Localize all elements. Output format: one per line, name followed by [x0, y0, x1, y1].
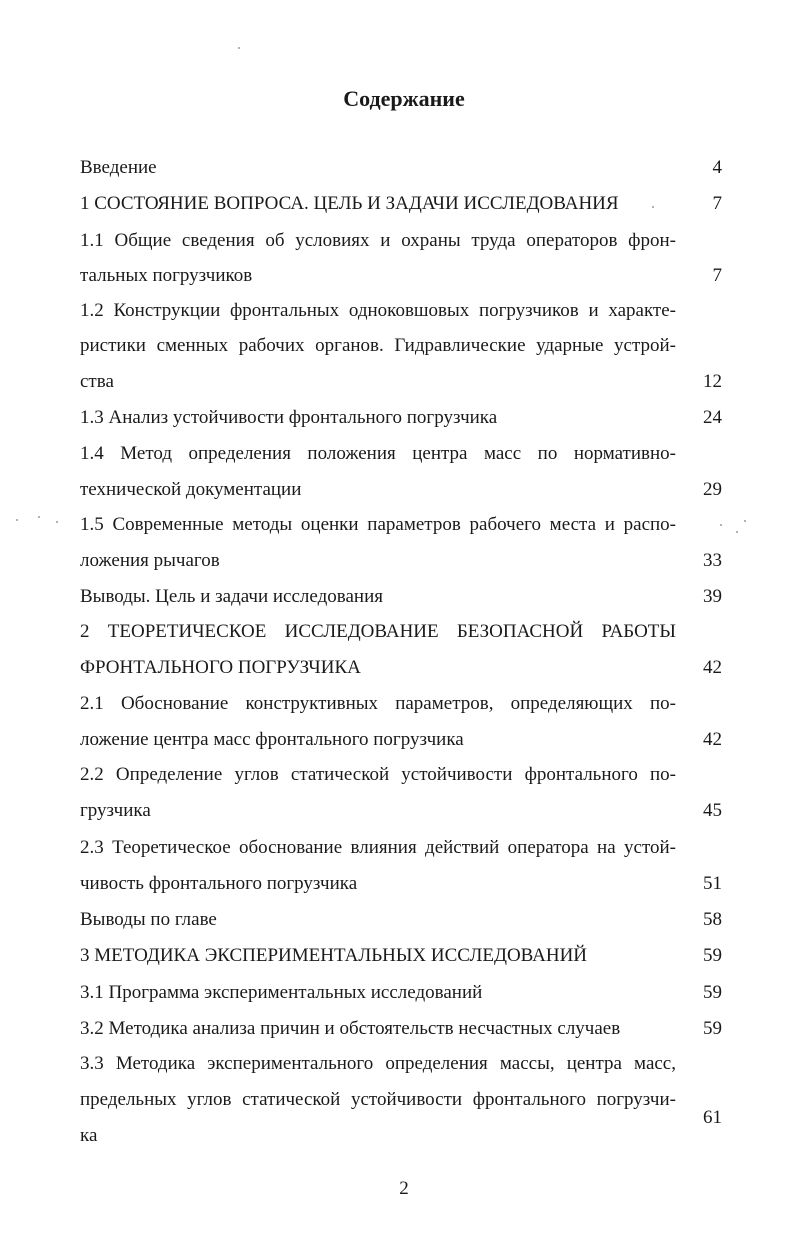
toc-page-number: 58 — [703, 909, 722, 930]
toc-page-number: 39 — [703, 586, 722, 607]
toc-page-number: 45 — [703, 800, 722, 821]
toc-entry-text: чивость фронтального погрузчика — [80, 873, 358, 894]
toc-entry-text: 3.3 Методика экспериментального определения массы, центра масс, — [80, 1053, 676, 1074]
toc-page-number: 42 — [703, 729, 722, 750]
toc-entry-text: 2.3 Теоретическое обоснование влияния действий оператора на устой- — [80, 837, 676, 858]
toc-entry-text: 3.1 Программа экспериментальных исследований — [80, 982, 483, 1003]
scan-speck — [16, 519, 18, 521]
toc-entry-text: 1.3 Анализ устойчивости фронтального погрузчика — [80, 407, 498, 428]
toc-page-number: 33 — [703, 550, 722, 571]
scan-speck — [56, 521, 58, 523]
toc-entry-text: 2.2 Определение углов статической устойчивости фронтального по- — [80, 764, 676, 785]
toc-page-number: 7 — [712, 193, 722, 214]
toc-entry-text: 1.5 Современные методы оценки параметров рабочего места и распо- — [80, 514, 676, 535]
scan-speck — [720, 524, 722, 526]
toc-page-number: 59 — [703, 945, 722, 966]
toc-page-number: 42 — [703, 657, 722, 678]
toc-page-number: 4 — [712, 157, 722, 178]
scan-speck — [238, 47, 240, 49]
toc-entry-text: технической документации — [80, 479, 302, 500]
toc-page-number: 24 — [703, 407, 722, 428]
scan-speck — [38, 516, 40, 518]
toc-entry-text: 3 МЕТОДИКА ЭКСПЕРИМЕНТАЛЬНЫХ ИССЛЕДОВАНИЙ — [80, 945, 588, 966]
toc-entry-text: 1 СОСТОЯНИЕ ВОПРОСА. ЦЕЛЬ И ЗАДАЧИ ИССЛЕДОВАНИЯ — [80, 193, 619, 214]
scan-speck — [744, 520, 746, 522]
toc-entry-text: Введение — [80, 157, 157, 178]
page-title: Содержание — [343, 86, 465, 111]
toc-entry-text: ства — [80, 371, 114, 392]
toc-entry-text: 3.2 Методика анализа причин и обстоятельств несчастных случаев — [80, 1018, 621, 1039]
scan-speck — [736, 531, 738, 533]
toc-page-number: 7 — [712, 265, 722, 286]
toc-page-number: 29 — [703, 479, 722, 500]
toc-entry-text: ка — [80, 1125, 98, 1146]
toc-entry-text: ФРОНТАЛЬНОГО ПОГРУЗЧИКА — [80, 657, 361, 678]
toc-page-number: 59 — [703, 1018, 722, 1039]
toc-entry-text: грузчика — [80, 800, 151, 821]
toc-entry-text: Выводы. Цель и задачи исследования — [80, 586, 383, 607]
toc-entry-text: 1.4 Метод определения положения центра масс по нормативно- — [80, 443, 676, 464]
toc-entry-text: 1.1 Общие сведения об условиях и охраны труда операторов фрон- — [80, 230, 676, 251]
toc-entry-text: предельных углов статической устойчивости фронтального погрузчи- — [80, 1089, 676, 1110]
page-number: 2 — [399, 1178, 409, 1199]
toc-entry-text: Выводы по главе — [80, 909, 217, 930]
toc-entry-text: тальных погрузчиков — [80, 265, 253, 286]
toc-page-number: 12 — [703, 371, 722, 392]
toc-entry-text: 2 ТЕОРЕТИЧЕСКОЕ ИССЛЕДОВАНИЕ БЕЗОПАСНОЙ РАБОТЫ — [80, 621, 676, 642]
toc-page-number: 59 — [703, 982, 722, 1003]
toc-page-number: 61 — [703, 1107, 722, 1128]
toc-entry-text: 2.1 Обоснование конструктивных параметров, определяющих по- — [80, 693, 676, 714]
toc-entry-text: ристики сменных рабочих органов. Гидравлические ударные устрой- — [80, 335, 676, 356]
toc-entry-text: 1.2 Конструкции фронтальных одноковшовых погрузчиков и характе- — [80, 300, 676, 321]
scan-speck — [652, 206, 654, 208]
toc-entry-text: ложения рычагов — [80, 550, 220, 571]
toc-entry-text: ложение центра масс фронтального погрузчика — [80, 729, 464, 750]
toc-page-number: 51 — [703, 873, 722, 894]
